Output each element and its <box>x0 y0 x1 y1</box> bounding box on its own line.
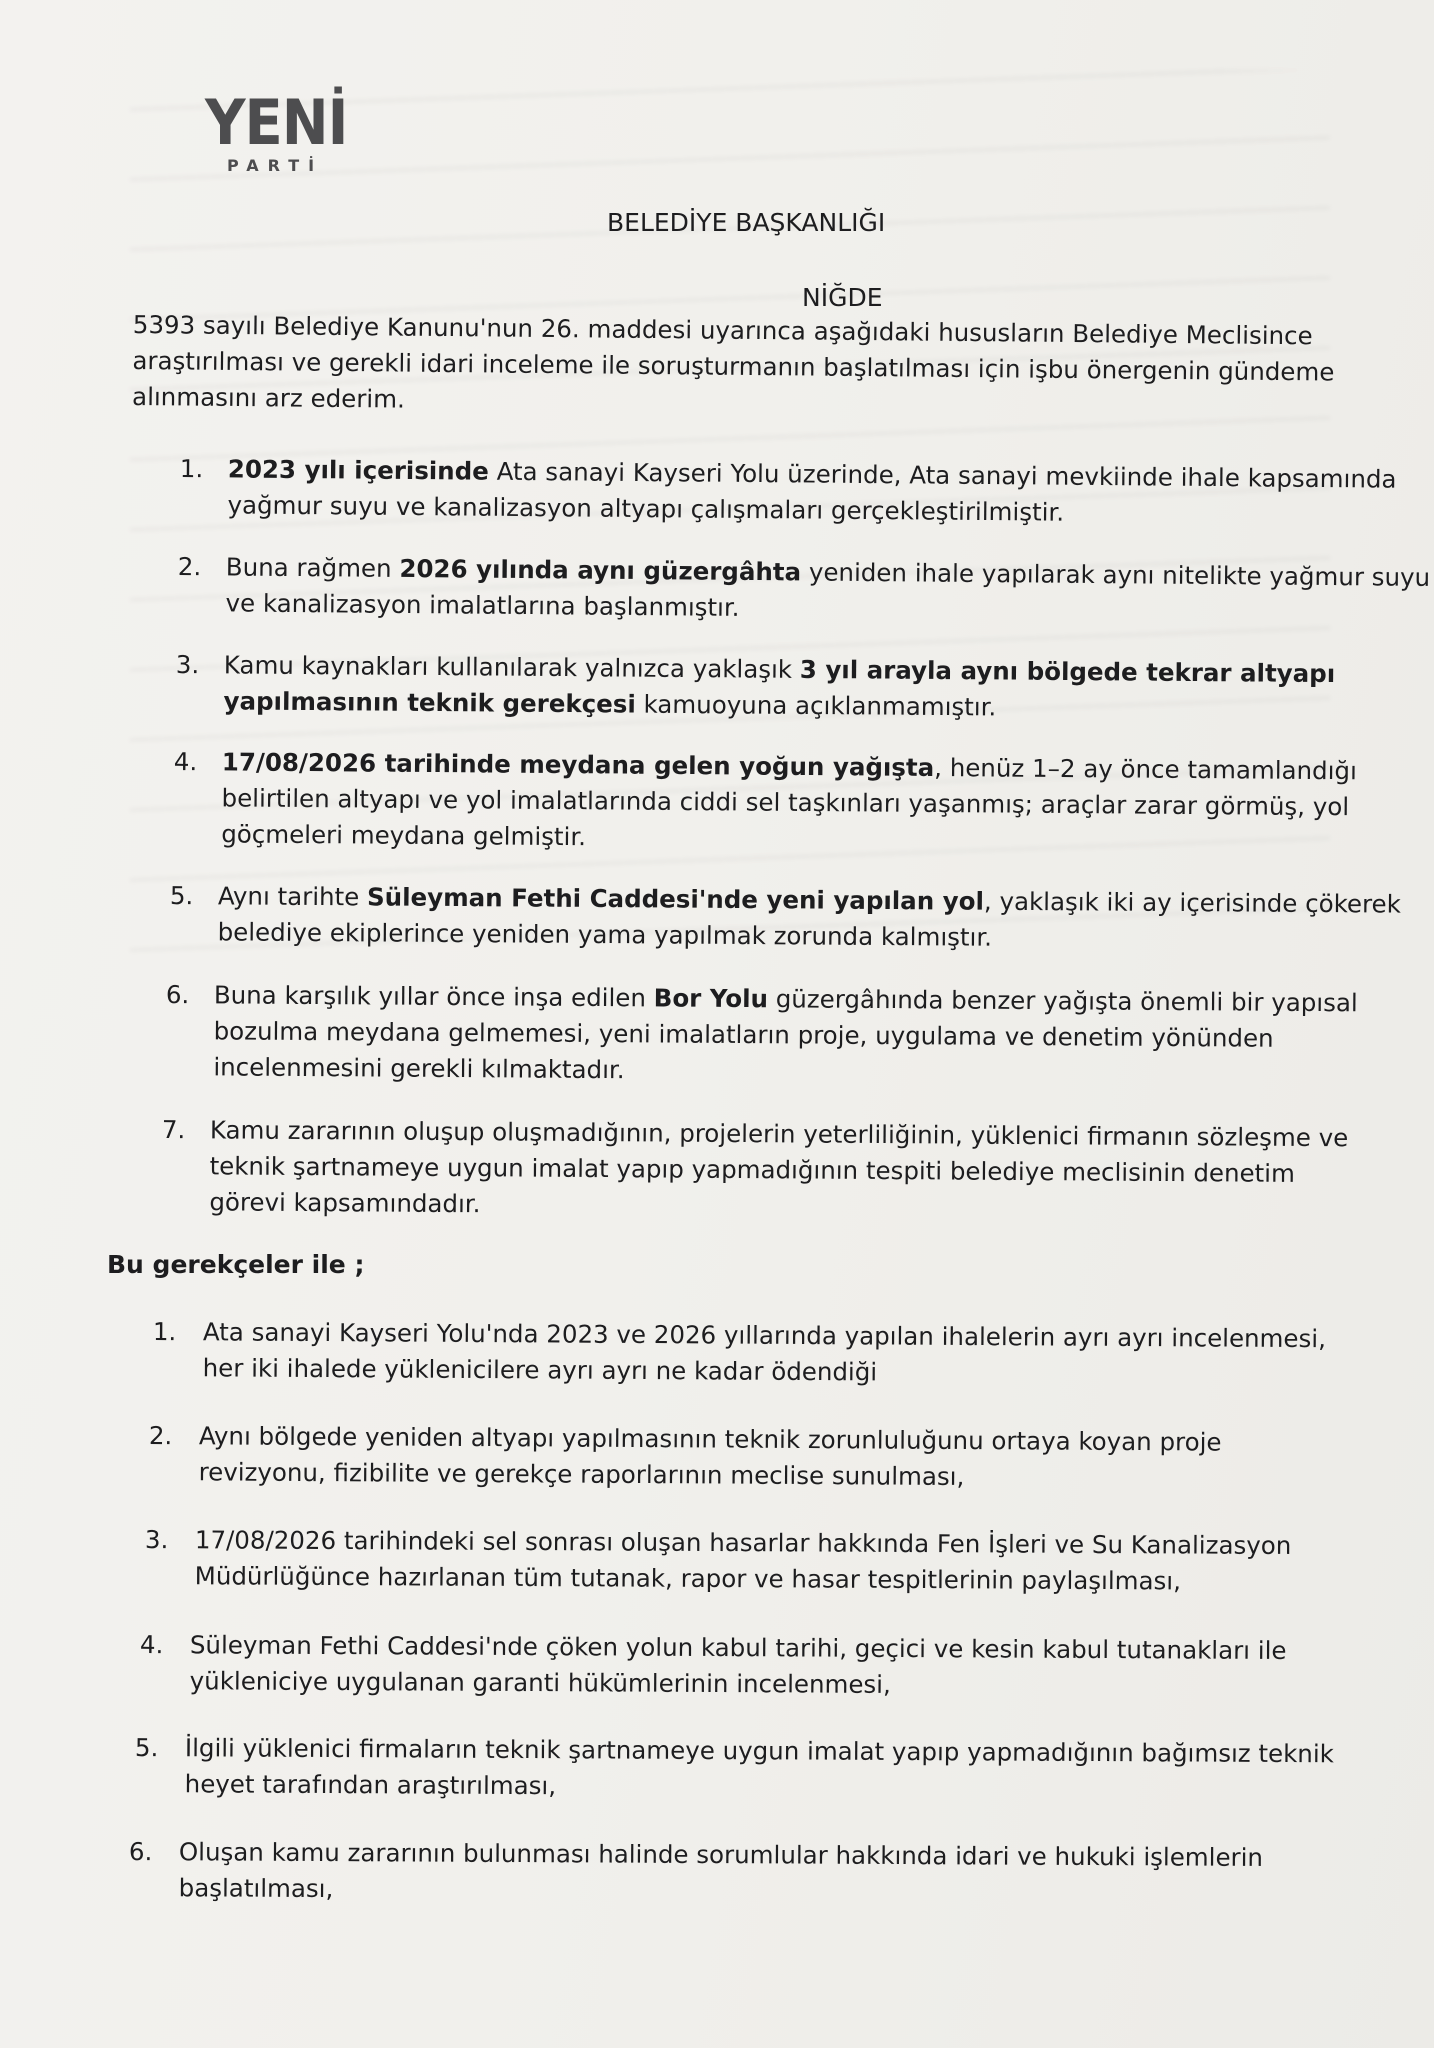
logo-subtitle: PARTİ <box>227 156 324 175</box>
item-line: Aynı bölgede yeniden altyapı yapılmasının teknik zorunluluğunu ortaya koyan proje <box>198 1421 1222 1457</box>
item-line: yapılmasının teknik gerekçesi kamuoyuna açıklanmamıştır. <box>223 686 997 722</box>
logo-wordmark: YENİ <box>205 86 348 160</box>
item-line: Aynı tarihte Süleyman Fethi Caddesi'nde yeni yapılan yol, yaklaşık iki ay içerisinde çökerek <box>217 881 1401 919</box>
item-line: görevi kapsamındadır. <box>209 1187 481 1219</box>
item-line: İlgili yüklenici firmaların teknik şartnameye uygun imalat yapıp yapmadığının bağımsız teknik <box>184 1733 1334 1769</box>
yeni-parti-logo <box>205 86 348 180</box>
item-line: 17/08/2026 tarihindeki sel sonrası oluşan hasarlar hakkında Fen İşleri ve Su Kanalizasyon <box>194 1525 1292 1561</box>
city-heading: NİĞDE <box>802 283 883 312</box>
item-line: yağmur suyu ve kanalizasyon altyapı çalışmaları gerçekleştirilmiştir. <box>227 490 1065 527</box>
item-line: heyet tarafından araştırılması, <box>184 1769 557 1801</box>
item-number: 4. <box>139 1630 164 1660</box>
item-number: 6. <box>128 1837 153 1867</box>
item-line: göçmeleri meydana gelmiştir. <box>221 819 587 852</box>
item-line: ve kanalizasyon imalatlarına başlanmıştır. <box>225 588 740 622</box>
item-line: bozulma meydana gelmemesi, yeni imalatların proje, uygulama ve denetim yönünden <box>213 1016 1274 1053</box>
item-line: Buna rağmen 2026 yılında aynı güzergâhta yeniden ihale yapılarak aynı nitelikte yağmur suyu <box>225 552 1431 592</box>
addressee-heading: BELEDİYE BAŞKANLIĞI <box>607 208 886 237</box>
item-line: Süleyman Fethi Caddesi'nde çöken yolun kabul tarihi, geçici ve kesin kabul tutanakları ile <box>189 1630 1287 1666</box>
item-line: Kamu zararının oluşup oluşmadığının, projelerin yeterliliğinin, yüklenici firmanın sözleşme ve <box>209 1115 1349 1153</box>
item-number: 3. <box>175 649 200 680</box>
item-line: Oluşan kamu zararının bulunması halinde sorumlular hakkında idari ve hukuki işlemlerin <box>178 1837 1264 1872</box>
item-number: 5. <box>134 1733 159 1763</box>
item-number: 2. <box>177 551 202 582</box>
item-number: 1. <box>152 1317 177 1347</box>
item-number: 4. <box>173 746 198 777</box>
item-number: 3. <box>144 1525 169 1555</box>
item-number: 7. <box>161 1114 186 1145</box>
item-line: Ata sanayi Kayseri Yolu'nda 2023 ve 2026 yıllarında yapılan ihalelerin ayrı ayrı incelenmesi, <box>202 1317 1327 1354</box>
item-line: incelenmesini gerekli kılmaktadır. <box>213 1052 625 1085</box>
item-line: başlatılması, <box>178 1873 334 1904</box>
item-line: belediye ekiplerince yeniden yama yapılmak zorunda kalmıştır. <box>217 917 993 952</box>
item-line: Müdürlüğünce hazırlanan tüm tutanak, rapor ve hasar tespitlerinin paylaşılması, <box>194 1561 1182 1596</box>
requests-heading: Bu gerekçeler ile ; <box>107 1250 365 1279</box>
item-line: 2023 yılı içerisinde Ata sanayi Kayseri Yolu üzerinde, Ata sanayi mevkiinde ihale kapsamında <box>227 454 1397 494</box>
item-number: 6. <box>165 979 190 1010</box>
intro-line: alınmasını arz ederim. <box>132 381 405 414</box>
item-line: revizyonu, fizibilite ve gerekçe raporlarının meclise sunulması, <box>198 1457 965 1491</box>
item-number: 5. <box>169 880 194 911</box>
intro-line: araştırılması ve gerekli idari inceleme ile soruşturmanın başlatılması için işbu önergenin gündeme <box>132 345 1335 387</box>
item-number: 2. <box>148 1421 173 1451</box>
item-line: Buna karşılık yıllar önce inşa edilen Bor Yolu güzergâhında benzer yağışta önemli bir yapısal <box>213 980 1358 1018</box>
item-line: teknik şartnameye uygun imalat yapıp yapmadığının tespiti belediye meclisinin denetim <box>209 1151 1296 1188</box>
intro-paragraph <box>132 307 1335 426</box>
item-line: Kamu kaynakları kullanılarak yalnızca yaklaşık 3 yıl arayla aynı bölgede tekrar altyapı <box>223 650 1336 689</box>
item-number: 1. <box>179 453 204 484</box>
item-line: yükleniciye uygulanan garanti hükümlerinin incelenmesi, <box>189 1666 891 1699</box>
item-line: 17/08/2026 tarihinde meydana gelen yoğun yağışta, henüz 1–2 ay önce tamamlandığı <box>221 747 1357 786</box>
item-line: her iki ihalede yüklenicilere ayrı ayrı ne kadar ödendiği <box>202 1353 878 1387</box>
intro-line: 5393 sayılı Belediye Kanunu'nun 26. maddesi uyarınca aşağıdaki hususların Belediye Meclisince <box>132 309 1313 351</box>
item-line: belirtilen altyapı ve yol imalatlarında ciddi sel taşkınları yaşanmış; araçlar zarar görmüş, yol <box>221 783 1350 822</box>
